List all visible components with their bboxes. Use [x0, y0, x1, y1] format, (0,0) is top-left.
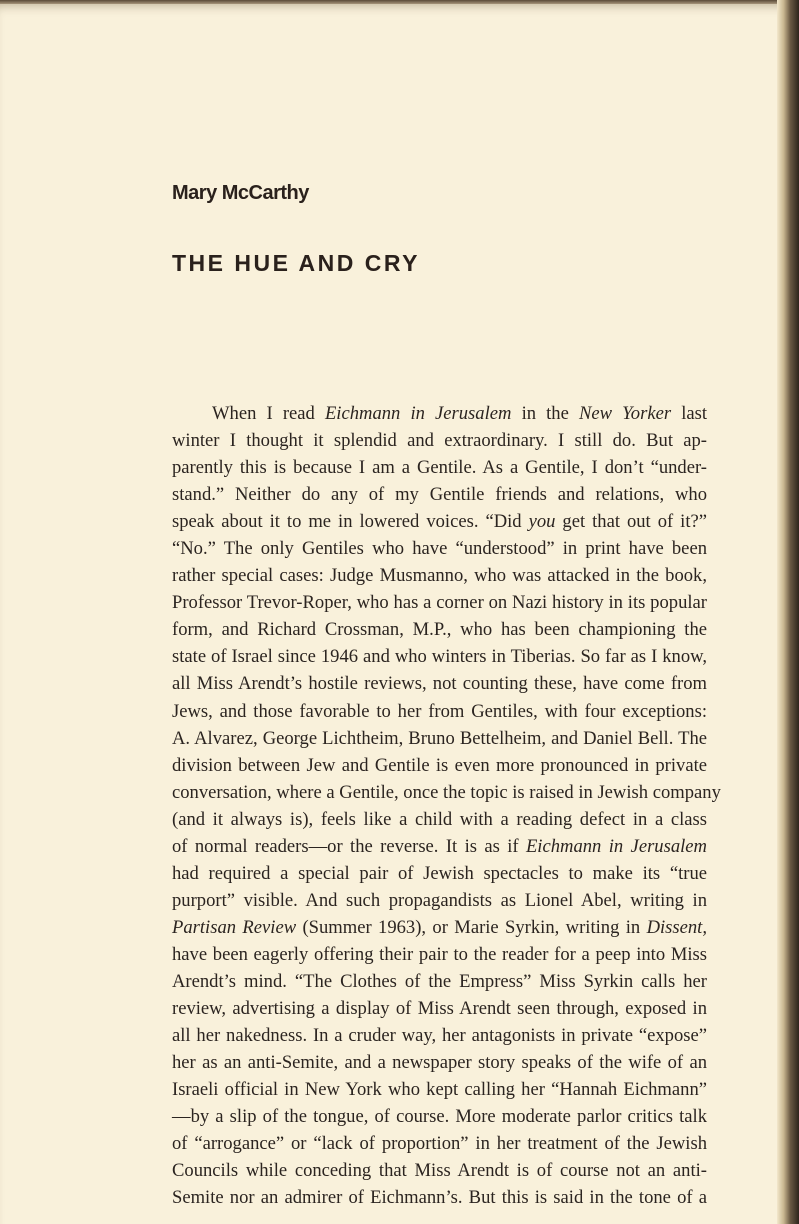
text-line	[172, 481, 707, 508]
text-line	[172, 968, 707, 995]
text-segment: —by a slip of the tongue, of course. More moderate parlor critics talk	[172, 1106, 707, 1128]
italic-title-text: you	[528, 511, 556, 533]
text-line	[172, 1022, 707, 1049]
text-segment: of normal readers—or the reverse. It is as if	[172, 835, 526, 857]
text-segment: rather special cases: Judge Musmanno, who was attacked in the book,	[172, 565, 707, 587]
text-segment: “No.” The only Gentiles who have “understood” in print have been	[172, 538, 707, 560]
text-segment: division between Jew and Gentile is even more pronounced in private	[172, 754, 707, 776]
text-segment: winter I thought it splendid and extraordinary. I still do. But ap-	[172, 430, 707, 452]
author-name: Mary McCarthy	[172, 182, 309, 204]
text-line	[172, 454, 707, 481]
essay-title: THE HUE AND CRY	[172, 250, 420, 276]
text-segment: Arendt’s mind. “The Clothes of the Empress” Miss Syrkin calls her	[172, 970, 707, 992]
text-line	[172, 508, 707, 535]
text-segment: in the	[511, 403, 579, 424]
text-segment: state of Israel since 1946 and who winters in Tiberias. So far as I know,	[172, 646, 707, 668]
text-segment: parently this is because I am a Gentile. As a Gentile, I don’t “under-	[172, 457, 707, 479]
italic-title-text: Dissent,	[646, 916, 707, 938]
text-segment: last	[671, 403, 708, 424]
text-segment: had required a special pair of Jewish spectacles to make its “true	[172, 862, 707, 884]
text-line	[172, 1157, 707, 1184]
text-line	[172, 725, 707, 752]
text-segment: review, advertising a display of Miss Arendt seen through, exposed in	[172, 998, 707, 1020]
text-segment: Israeli official in New York who kept calling her “Hannah Eichmann”	[172, 1079, 707, 1101]
text-line	[172, 1076, 707, 1103]
text-segment: her as an anti-Semite, and a newspaper story speaks of the wife of an	[172, 1052, 707, 1074]
text-segment: of “arrogance” or “lack of proportion” in her treatment of the Jewish	[172, 1133, 707, 1155]
text-segment: A. Alvarez, George Lichtheim, Bruno Bettelheim, and Daniel Bell. The	[172, 727, 707, 749]
text-line	[172, 1049, 707, 1076]
text-segment: stand.” Neither do any of my Gentile friends and relations, who	[172, 484, 707, 506]
text-segment: Jews, and those favorable to her from Gentiles, with four exceptions:	[172, 700, 707, 722]
text-line	[172, 752, 707, 779]
body-text	[172, 400, 721, 1211]
text-segment: conversation, where a Gentile, once the topic is raised in Jewish company	[172, 781, 721, 803]
text-segment: get that out of it?”	[555, 511, 707, 533]
text-line	[172, 860, 707, 887]
text-line	[172, 887, 707, 914]
text-segment: Professor Trevor-Roper, who has a corner on Nazi history in its popular	[172, 592, 707, 614]
italic-title-text: Eichmann in Jerusalem	[525, 835, 707, 857]
text-line	[172, 914, 707, 941]
text-line	[172, 698, 707, 725]
text-segment: (and it always is), feels like a child with a reading defect in a class	[172, 808, 707, 830]
text-segment: Semite nor an admirer of Eichmann’s. But this is said in the tone of a	[172, 1187, 707, 1209]
text-line	[172, 616, 707, 643]
text-segment: have been eagerly offering their pair to the reader for a peep into Miss	[172, 943, 707, 965]
text-line	[172, 941, 707, 968]
text-line	[172, 427, 707, 454]
text-line	[172, 833, 707, 860]
italic-title-text: New Yorker	[578, 403, 672, 424]
text-segment: form, and Richard Crossman, M.P., who has been championing the	[172, 619, 707, 641]
text-line	[172, 670, 707, 697]
text-line	[172, 995, 707, 1022]
text-line	[172, 589, 707, 616]
text-segment: speak about it to me in lowered voices. “Did	[172, 511, 529, 533]
book-page	[0, 4, 790, 1224]
text-line	[172, 562, 707, 589]
text-segment: all her nakedness. In a cruder way, her antagonists in private “expose”	[172, 1025, 707, 1047]
text-segment: When I read	[212, 403, 325, 424]
text-segment: (Summer 1963), or Marie Syrkin, writing in	[296, 916, 647, 938]
text-segment: all Miss Arendt’s hostile reviews, not counting these, have come from	[172, 673, 707, 695]
book-spine-shadow	[777, 0, 799, 1224]
text-line	[172, 1130, 707, 1157]
text-line	[172, 400, 707, 427]
italic-title-text: Eichmann in Jerusalem	[324, 403, 512, 424]
text-line	[172, 643, 707, 670]
text-line	[172, 535, 707, 562]
text-line	[172, 1103, 707, 1130]
text-segment: Councils while conceding that Miss Arendt is of course not an anti-	[172, 1160, 707, 1182]
text-line	[172, 779, 721, 806]
italic-title-text: Partisan Review	[172, 916, 297, 938]
text-line	[172, 1184, 707, 1211]
text-line	[172, 806, 707, 833]
text-segment: purport” visible. And such propagandists as Lionel Abel, writing in	[172, 889, 707, 911]
